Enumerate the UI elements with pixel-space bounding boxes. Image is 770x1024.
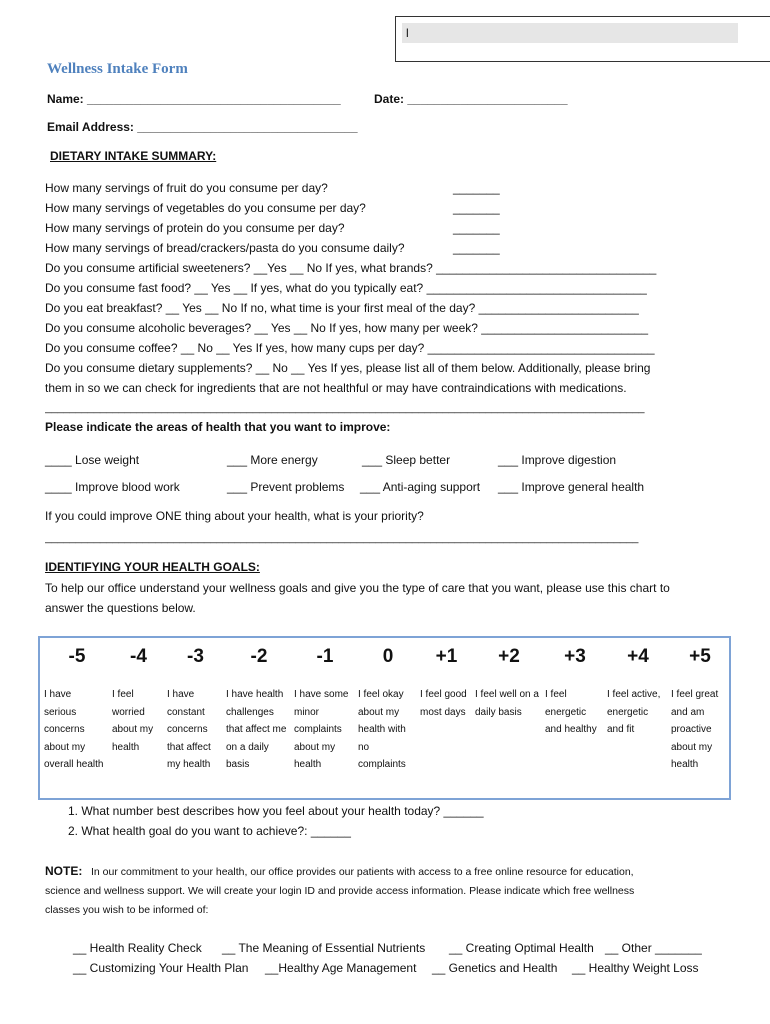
header-input[interactable]: l (402, 23, 738, 43)
scale-description: I have serious concerns about my overall health (44, 689, 104, 770)
class-health-reality-check[interactable]: __ Health Reality Check (73, 941, 202, 955)
blank-vegetables[interactable]: _______ (453, 201, 500, 215)
goals-intro-line2: answer the questions below. (45, 601, 196, 615)
scale-score: 0 (382, 646, 394, 667)
scale-score: -2 (250, 646, 268, 667)
question-2[interactable]: 2. What health goal do you want to achieve?: ______ (68, 824, 351, 838)
note-line1: In our commitment to your health, our office provides our patients with access to a free online resource for education, (91, 866, 634, 878)
blank-protein[interactable]: _______ (453, 221, 500, 235)
option-lose-weight[interactable]: ____ Lose weight (45, 453, 140, 467)
q-supplements-cont: them in so we can check for ingredients that are not healthful or may have contraindications with medications. (45, 381, 627, 395)
class-genetics[interactable]: __ Genetics and Health (432, 961, 558, 975)
note-line2: science and wellness support. We will create your login ID and provide access information. Please indicate which free wellness (45, 885, 635, 897)
scale-description: I feel well on a daily basis (475, 689, 539, 718)
health-scale-chart (38, 636, 731, 800)
scale-description: I have some minor complaints about my health (294, 689, 349, 770)
scale-description: I feel worried about my health (112, 689, 154, 753)
name-field[interactable]: Name: ______________________________________ (47, 92, 341, 106)
scale-description: I have health challenges that affect me on a daily basis (226, 689, 287, 770)
q-bread: How many servings of bread/crackers/pasta do you consume daily? (45, 241, 405, 255)
q-fruit: How many servings of fruit do you consume per day? (45, 181, 328, 195)
scale-score: -5 (68, 646, 86, 667)
scale-description: I feel great and am proactive about my health (671, 689, 719, 770)
blank-fruit[interactable]: _______ (453, 181, 500, 195)
scale-description: I feel energetic and healthy (545, 689, 597, 735)
q-breakfast[interactable]: Do you eat breakfast? __ Yes __ No If no, what time is your first meal of the day? ________________________ (45, 301, 639, 315)
scale-score: +5 (689, 646, 711, 667)
scale-score: +4 (627, 646, 649, 667)
goals-heading: IDENTIFYING YOUR HEALTH GOALS: (45, 560, 260, 574)
question-1[interactable]: 1. What number best describes how you feel about your health today? ______ (68, 804, 484, 818)
option-improve-blood-work[interactable]: ____ Improve blood work (45, 480, 180, 494)
scale-description: I have constant concerns that affect my health (167, 689, 211, 770)
option-improve-general-health[interactable]: ___ Improve general health (498, 480, 645, 494)
email-field[interactable]: Email Address: _________________________________ (47, 120, 358, 134)
dietary-heading: DIETARY INTAKE SUMMARY: (50, 149, 217, 163)
option-more-energy[interactable]: ___ More energy (227, 453, 318, 467)
option-prevent-problems[interactable]: ___ Prevent problems (227, 480, 345, 494)
class-optimal-health[interactable]: __ Creating Optimal Health (449, 941, 594, 955)
q-sweeteners[interactable]: Do you consume artificial sweeteners? __Yes __ No If yes, what brands? _________________________________ (45, 261, 657, 275)
areas-heading: Please indicate the areas of health that you want to improve: (45, 420, 391, 434)
supplements-line[interactable]: __________________________________________________________________________________________________ (45, 402, 645, 414)
class-essential-nutrients[interactable]: __ The Meaning of Essential Nutrients (222, 941, 426, 955)
scale-score: +3 (564, 646, 586, 667)
option-sleep-better[interactable]: ___ Sleep better (362, 453, 451, 467)
option-anti-aging[interactable]: ___ Anti-aging support (360, 480, 481, 494)
note-line3: classes you wish to be informed of: (45, 904, 209, 916)
q-fast-food[interactable]: Do you consume fast food? __ Yes __ If yes, what do you typically eat? _________________________________ (45, 281, 647, 295)
priority-question: If you could improve ONE thing about your health, what is your priority? (45, 509, 424, 523)
scale-score: -1 (316, 646, 334, 667)
q-protein: How many servings of protein do you consume per day? (45, 221, 345, 235)
date-field[interactable]: Date: ________________________ (374, 92, 568, 106)
q-alcohol[interactable]: Do you consume alcoholic beverages? __ Yes __ No If yes, how many per week? _________________________ (45, 321, 649, 335)
scale-score: -4 (130, 646, 147, 667)
scale-description: I feel good most days (420, 689, 467, 718)
header-field-box (395, 16, 770, 62)
q-coffee[interactable]: Do you consume coffee? __ No __ Yes If yes, how many cups per day? __________________________________ (45, 341, 655, 355)
class-other[interactable]: __ Other _______ (605, 941, 702, 955)
scale-score: +2 (498, 646, 520, 667)
blank-bread[interactable]: _______ (453, 241, 500, 255)
form-title: Wellness Intake Form (47, 61, 188, 77)
class-healthy-age[interactable]: __Healthy Age Management (265, 961, 417, 975)
q-vegetables: How many servings of vegetables do you consume per day? (45, 201, 366, 215)
scale-description: I feel active, energetic and fit (607, 689, 661, 735)
option-improve-digestion[interactable]: ___ Improve digestion (498, 453, 617, 467)
scale-score: +1 (435, 646, 458, 667)
class-customizing-plan[interactable]: __ Customizing Your Health Plan (73, 961, 249, 975)
class-weight-loss[interactable]: __ Healthy Weight Loss (572, 961, 699, 975)
priority-line[interactable]: _________________________________________________________________________________________________ (45, 532, 639, 544)
q-supplements[interactable]: Do you consume dietary supplements? __ No __ Yes If yes, please list all of them below. Additionally, please bring (45, 361, 651, 375)
goals-intro-line1: To help our office understand your wellness goals and give you the type of care that you want, please use this chart to (45, 581, 670, 595)
note-label: NOTE: (45, 864, 83, 878)
scale-description: I feel okay about my health with no complaints (358, 689, 406, 770)
scale-score: -3 (187, 646, 204, 667)
